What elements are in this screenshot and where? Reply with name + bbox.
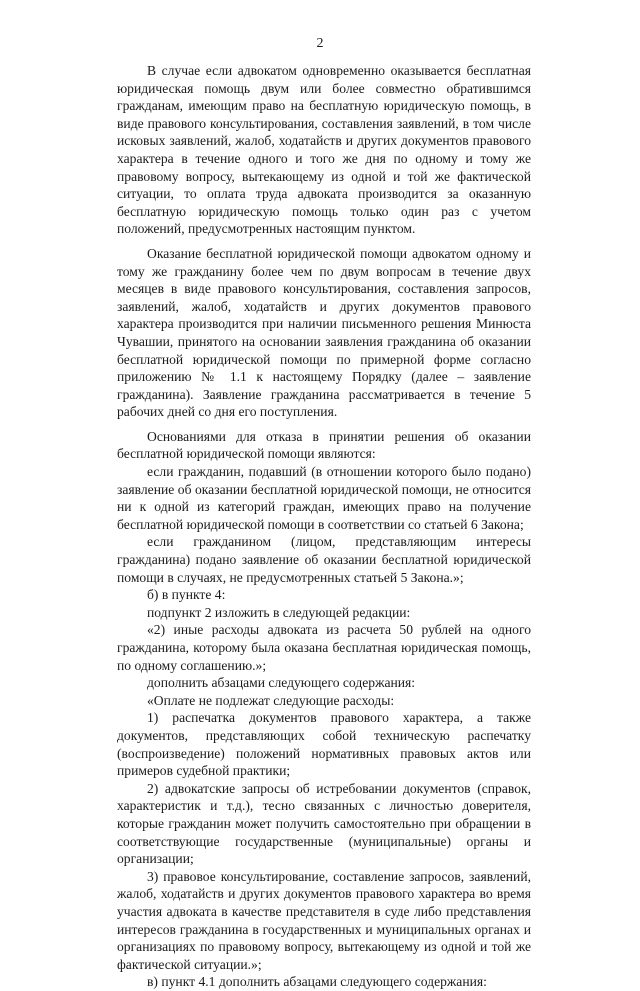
paragraph-point-4-1: в) пункт 4.1 дополнить абзацами следующего содержания: [147, 974, 487, 990]
paragraph-refusal-cases: если гражданином (лицом, представляющим интересы гражданина) подано заявление об оказании бесплатной юридической помощи в случаях, не предусмотренных статьей 5 Закона.»; [117, 534, 531, 585]
page-number: 2 [316, 36, 324, 51]
paragraph-subpoint-2-text: «2) иные расходы адвоката из расчета 50 рублей на одного гражданина, которому была оказана бесплатная юридическая помощь, по одному соглашению.»; [117, 622, 531, 673]
paragraph-subpoint-2-heading: подпункт 2 изложить в следующей редакции: [147, 604, 411, 620]
paragraph-not-paid-1: 1) распечатка документов правового характера, а также документов, представляющих собой техническую распечатку (воспроизведение) положений нормативных правовых актов или примеров судебной практики; [117, 710, 531, 779]
paragraph-not-paid-2: 2) адвокатские запросы об истребовании документов (справок, характеристик и т.д.), тесно связанных с личностью доверителя, которые гражданин может получить самостоятельно при обращении в соответствующие государственные (муниципальные) органы и организации; [117, 780, 531, 867]
paragraph-repeat-assistance: Оказание бесплатной юридической помощи адвокатом одному и тому же гражданину более чем по двум вопросам в течение двух месяцев в виде правового консультирования, составления запросов, заявлений, жалоб, ходатайств и других документов правового характера производится при наличии письменного решения Минюста Чувашии, принятого на основании заявления гражданина об оказании бесплатной юридической помощи по примерной форме согласно приложению № 1.1 к настоящему Порядку (далее – заявление гражданина). Заявление гражданина рассматривается в течение 5 рабочих дней со дня его поступления. [117, 245, 531, 420]
paragraph-joint-assistance: В случае если адвокатом одновременно оказывается бесплатная юридическая помощь двум или более совместно обратившимся гражданам, имеющим право на бесплатную юридическую помощь, в виде правового консультирования, составления заявлений, в том числе исковых заявлений, жалоб, ходатайств и других документов правового характера в течение одного и того же дня по одному и тому же правовому вопросу, вытекающему из одной и той же фактической ситуации, то оплата труда адвоката производится за оказанную бесплатную юридическую помощь только один раз с учетом положений, предусмотренных настоящим пунктом. [117, 63, 531, 237]
paragraph-add-paragraphs: дополнить абзацами следующего содержания: [147, 675, 416, 691]
paragraph-not-paid-3: 3) правовое консультирование, составление запросов, заявлений, жалоб, ходатайств и других документов правового характера во время участия адвоката в качестве представителя в суде либо представления интересов гражданина в государственных и муниципальных органах и организациях по правовому вопросу, вытекающему из одной и той же фактической ситуации.»; [117, 868, 531, 972]
document-body [117, 62, 531, 991]
paragraph-refusal-grounds: Основаниями для отказа в принятии решения об оказании бесплатной юридической помощи являются: [117, 428, 531, 462]
paragraph-not-paid-heading: «Оплате не подлежат следующие расходы: [147, 692, 395, 708]
paragraph-point-4-heading: б) в пункте 4: [147, 587, 226, 603]
paragraph-refusal-category: если гражданин, подавший (в отношении которого было подано) заявление об оказании бесплатной юридической помощи, не относится ни к одной из категорий граждан, имеющих право на получение бесплатной юридической помощи в соответствии со статьей 6 Закона; [117, 464, 531, 532]
